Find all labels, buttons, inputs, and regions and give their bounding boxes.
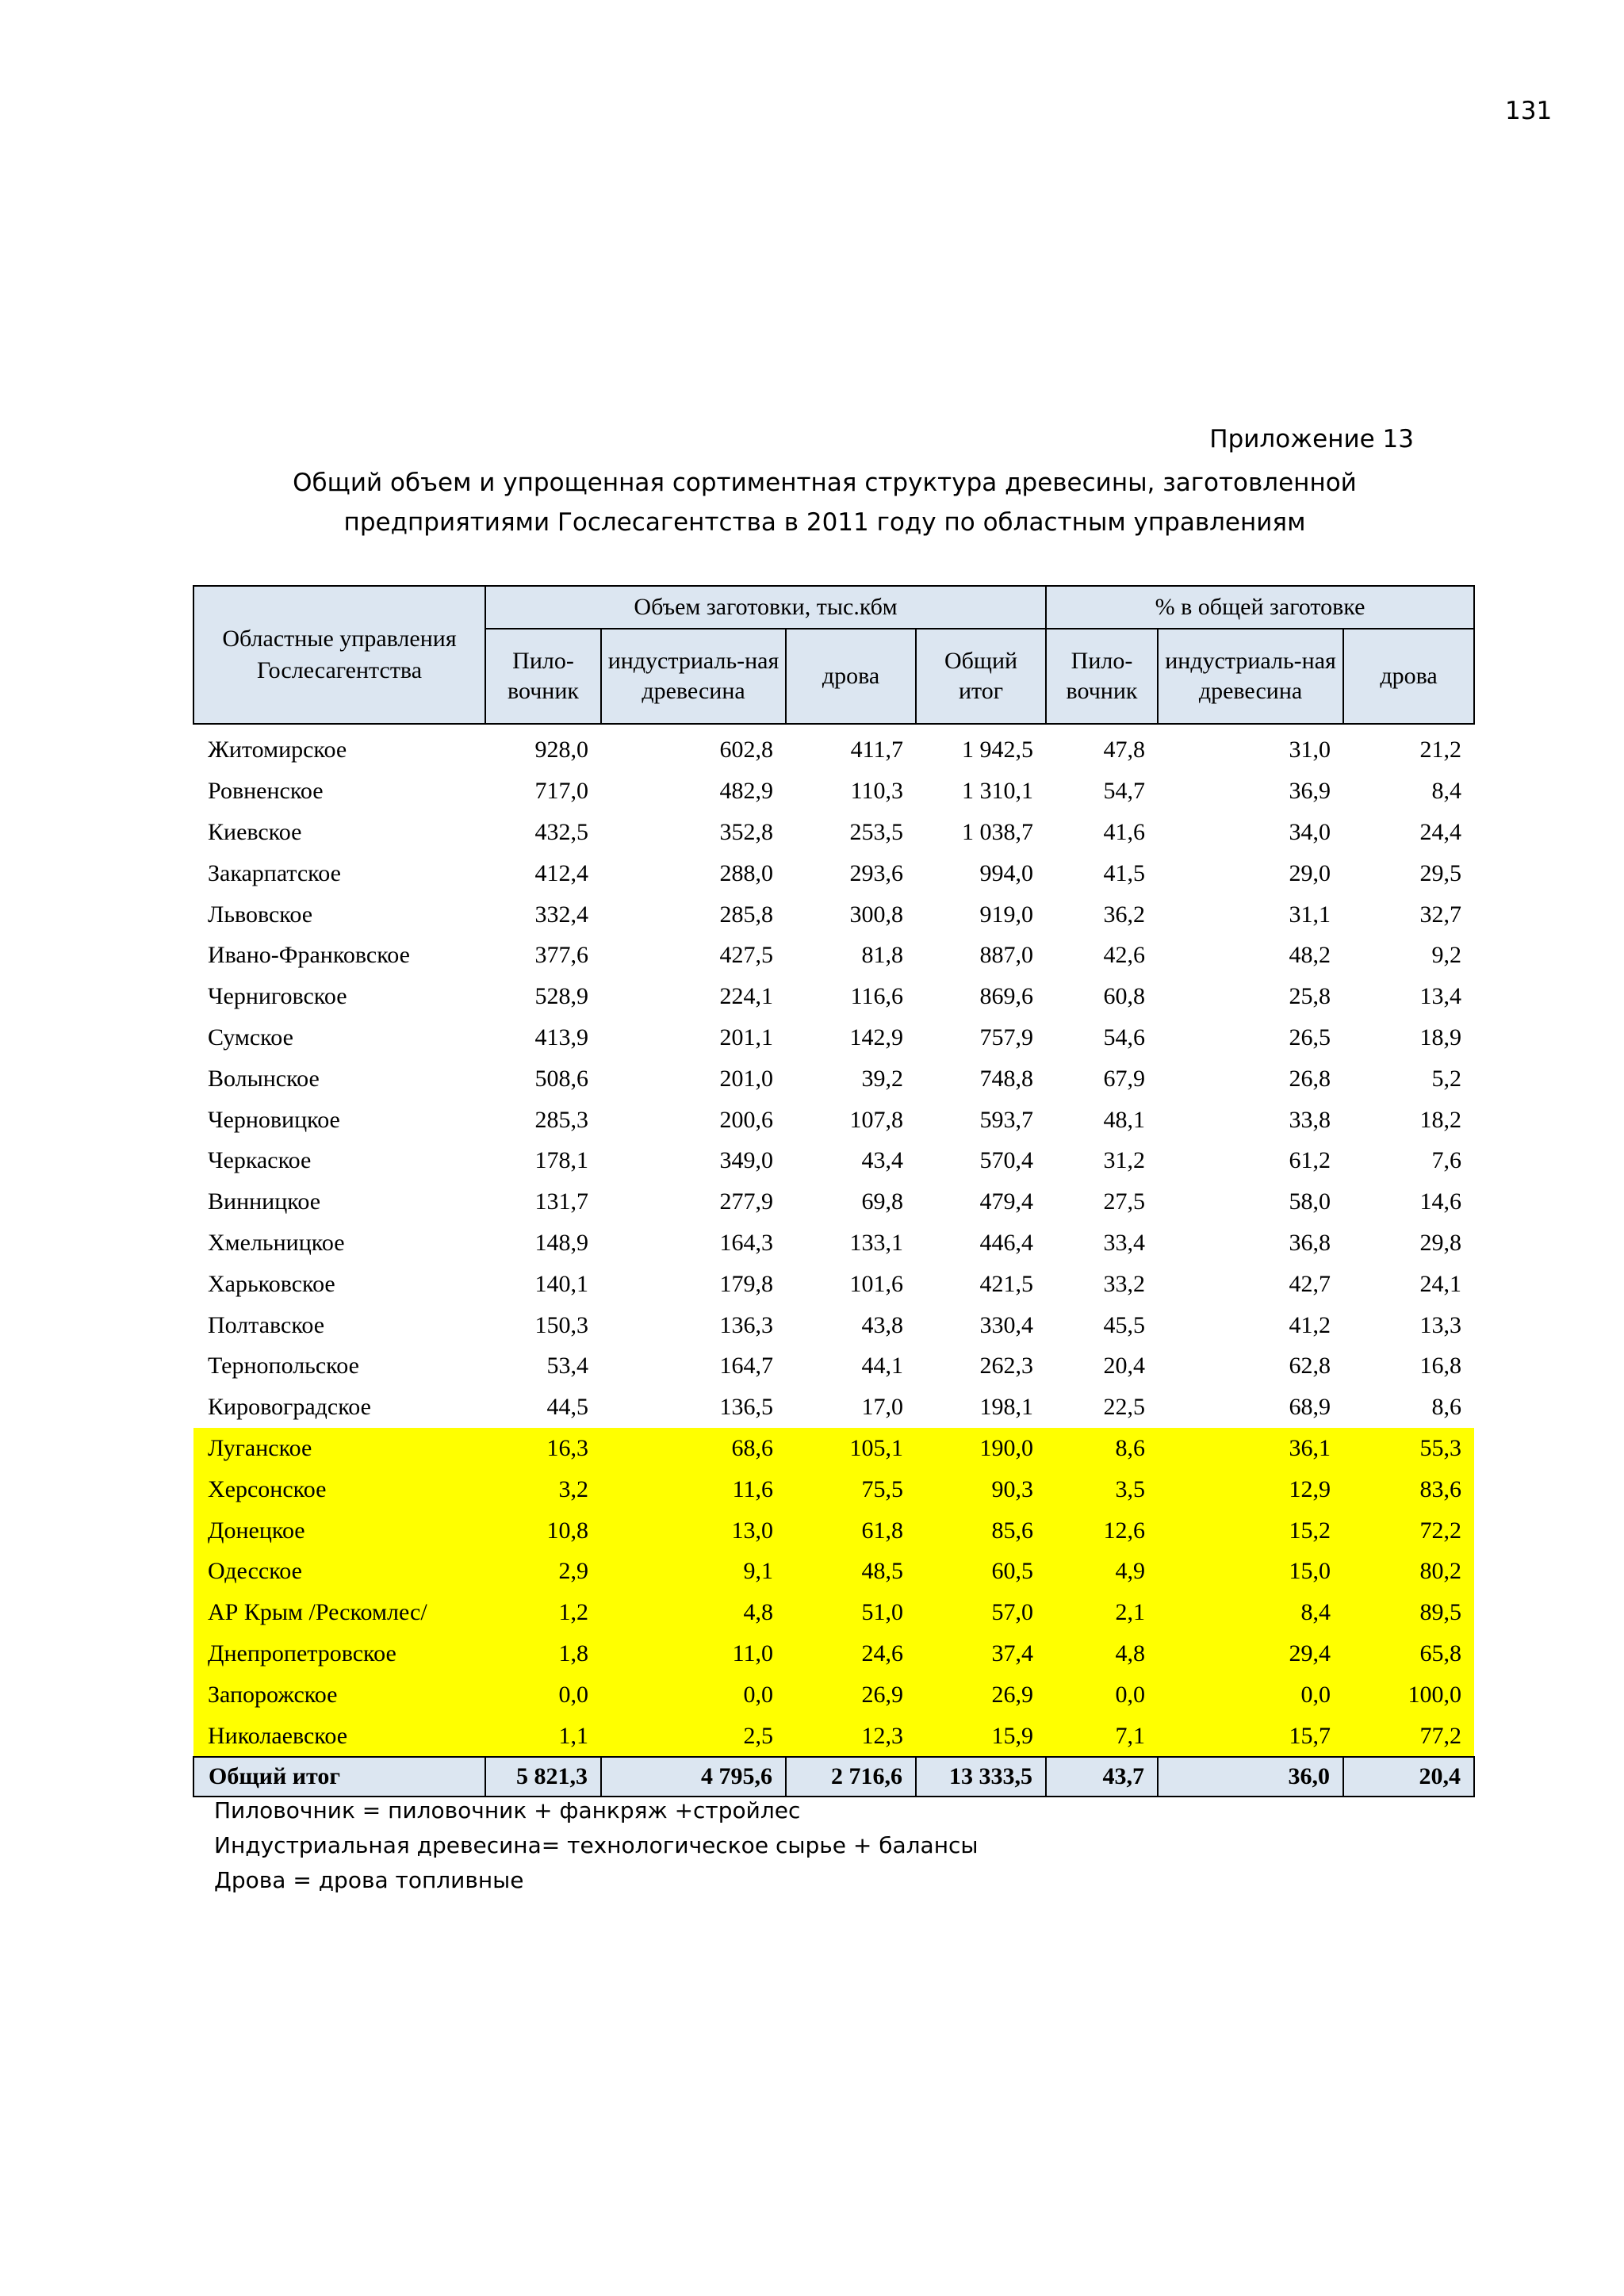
table-cell: 262,3 bbox=[979, 1353, 1034, 1380]
table-cell: 7,1 bbox=[1046, 1715, 1158, 1757]
table-cell: 0,0 bbox=[601, 1674, 786, 1715]
table-cell: 24,6 bbox=[786, 1633, 916, 1674]
table-cell: 1,2 bbox=[485, 1592, 601, 1633]
table-cell: 68,9 bbox=[1289, 1394, 1331, 1421]
table-cell: 51,0 bbox=[786, 1592, 916, 1633]
table-cell: 31,1 bbox=[1289, 901, 1331, 928]
table-cell: 427,5 bbox=[719, 942, 773, 969]
table-cell: 0,0 bbox=[1158, 1674, 1343, 1715]
table-cell: 44,1 bbox=[861, 1353, 903, 1380]
table-cell: 54,7 bbox=[1103, 778, 1146, 805]
table-cell: 27,5 bbox=[1103, 1188, 1146, 1215]
table-row bbox=[193, 1468, 1474, 1510]
table-cell: 1 310,1 bbox=[962, 778, 1034, 805]
region-name: Хмельницкое bbox=[208, 1229, 345, 1256]
title-line-1: Общий объем и упрощенная сортиментная структура древесины, заготовленной bbox=[293, 469, 1357, 497]
region-name: Харьковское bbox=[208, 1270, 335, 1297]
table-cell: 13,3 bbox=[1419, 1311, 1462, 1338]
table-cell: 42,6 bbox=[1103, 942, 1146, 969]
region-name: Полтавское bbox=[208, 1311, 325, 1338]
region-name: Тернопольское bbox=[208, 1353, 359, 1380]
total-cell: 13 333,5 bbox=[916, 1757, 1046, 1797]
table-cell: 7,6 bbox=[1431, 1147, 1462, 1174]
total-label: Общий итог bbox=[193, 1757, 485, 1797]
table-cell: 110,3 bbox=[850, 778, 903, 805]
table-cell: 67,9 bbox=[1103, 1065, 1146, 1092]
table-cell: 21,2 bbox=[1419, 737, 1462, 763]
region-name: Ровненское bbox=[208, 778, 324, 805]
table-cell: 29,8 bbox=[1419, 1229, 1462, 1256]
table-cell: 140,1 bbox=[534, 1270, 588, 1297]
table-cell: 54,6 bbox=[1103, 1024, 1146, 1050]
table-cell: 479,4 bbox=[979, 1188, 1034, 1215]
table-cell: 446,4 bbox=[979, 1229, 1034, 1256]
table-cell: 33,4 bbox=[1103, 1229, 1146, 1256]
table-cell: 62,8 bbox=[1289, 1353, 1331, 1380]
table-row bbox=[193, 724, 1474, 771]
table-cell: 2,5 bbox=[601, 1715, 786, 1757]
table-cell: 53,4 bbox=[546, 1353, 588, 1380]
header-volume-sawlogs: Пило-вочник bbox=[485, 629, 601, 724]
table-cell: 136,5 bbox=[719, 1394, 773, 1421]
table-cell: 41,2 bbox=[1289, 1311, 1331, 1338]
table-cell: 1,8 bbox=[485, 1633, 601, 1674]
table-cell: 136,3 bbox=[719, 1311, 773, 1338]
table-cell: 31,2 bbox=[1103, 1147, 1146, 1174]
table-cell: 200,6 bbox=[719, 1106, 773, 1133]
table-cell: 2,9 bbox=[485, 1551, 601, 1592]
table-cell: 34,0 bbox=[1289, 818, 1331, 845]
table-row bbox=[193, 1592, 1474, 1633]
table-cell: 412,4 bbox=[534, 859, 588, 886]
table-cell: 60,8 bbox=[1103, 983, 1146, 1010]
table-cell: 55,3 bbox=[1343, 1428, 1474, 1469]
header-volume-firewood: дрова bbox=[786, 629, 916, 724]
table-title bbox=[238, 463, 1411, 542]
table-cell: 8,4 bbox=[1158, 1592, 1343, 1633]
table-row bbox=[193, 1387, 1474, 1428]
table-cell: 748,8 bbox=[979, 1065, 1034, 1092]
table-cell: 190,0 bbox=[916, 1428, 1046, 1469]
title-line-2: предприятиями Гослесагентства в 2011 году по областным управлениям bbox=[343, 508, 1306, 537]
table-cell: 60,5 bbox=[916, 1551, 1046, 1592]
region-name: Житомирское bbox=[208, 737, 347, 763]
table-cell: 116,6 bbox=[850, 983, 903, 1010]
table-cell: 148,9 bbox=[534, 1229, 588, 1256]
table-cell: 25,8 bbox=[1289, 983, 1331, 1010]
total-cell: 4 795,6 bbox=[601, 1757, 786, 1797]
region-name: Киевское bbox=[208, 818, 302, 845]
table-row bbox=[193, 852, 1474, 894]
table-cell: 107,8 bbox=[849, 1106, 903, 1133]
table-row bbox=[193, 976, 1474, 1017]
table-cell: 150,3 bbox=[534, 1311, 588, 1338]
table-cell: 178,1 bbox=[534, 1147, 588, 1174]
table-cell: 69,8 bbox=[861, 1188, 903, 1215]
region-name: Винницкое bbox=[208, 1188, 321, 1215]
region-name: Николаевское bbox=[193, 1715, 485, 1757]
table-cell: 26,9 bbox=[786, 1674, 916, 1715]
table-cell: 89,5 bbox=[1343, 1592, 1474, 1633]
total-cell: 5 821,3 bbox=[485, 1757, 601, 1797]
table-cell: 15,2 bbox=[1158, 1510, 1343, 1551]
table-cell: 36,2 bbox=[1103, 901, 1146, 928]
table-cell: 201,1 bbox=[719, 1024, 773, 1050]
table-cell: 288,0 bbox=[719, 859, 773, 886]
region-name: Запорожское bbox=[193, 1674, 485, 1715]
table-cell: 5,2 bbox=[1431, 1065, 1462, 1092]
table-cell: 81,8 bbox=[861, 942, 903, 969]
table-cell: 2,1 bbox=[1046, 1592, 1158, 1633]
total-cell: 43,7 bbox=[1046, 1757, 1158, 1797]
table-row bbox=[193, 1140, 1474, 1181]
region-name: Закарпатское bbox=[208, 859, 341, 886]
table-cell: 24,4 bbox=[1419, 818, 1462, 845]
table-cell: 133,1 bbox=[849, 1229, 903, 1256]
footnotes bbox=[214, 1793, 1324, 1898]
region-name: Волынское bbox=[208, 1065, 320, 1092]
table-cell: 17,0 bbox=[861, 1394, 903, 1421]
table-cell: 8,4 bbox=[1431, 778, 1462, 805]
footnote-firewood: Дрова = дрова топливные bbox=[214, 1867, 524, 1893]
table-cell: 869,6 bbox=[979, 983, 1034, 1010]
header-regions: Областные управления Гослесагентства bbox=[193, 586, 485, 724]
table-row bbox=[193, 1345, 1474, 1387]
table-row bbox=[193, 1715, 1474, 1757]
table-cell: 285,3 bbox=[534, 1106, 588, 1133]
table-cell: 4,8 bbox=[601, 1592, 786, 1633]
region-name: Днепропетровское bbox=[193, 1633, 485, 1674]
table-cell: 24,1 bbox=[1419, 1270, 1462, 1297]
header-percent-firewood: дрова bbox=[1343, 629, 1474, 724]
table-cell: 131,7 bbox=[534, 1188, 588, 1215]
table-cell: 43,4 bbox=[861, 1147, 903, 1174]
table-cell: 105,1 bbox=[786, 1428, 916, 1469]
table-cell: 179,8 bbox=[719, 1270, 773, 1297]
harvest-table bbox=[193, 585, 1475, 1797]
table-cell: 9,2 bbox=[1431, 942, 1462, 969]
region-name: Черниговское bbox=[208, 983, 347, 1010]
table-cell: 13,4 bbox=[1419, 983, 1462, 1010]
table-cell: 12,6 bbox=[1046, 1510, 1158, 1551]
region-name: Львовское bbox=[208, 901, 313, 928]
table-cell: 432,5 bbox=[534, 818, 588, 845]
table-cell: 1,1 bbox=[485, 1715, 601, 1757]
table-cell: 508,6 bbox=[534, 1065, 588, 1092]
table-cell: 887,0 bbox=[979, 942, 1034, 969]
header-volume-total: Общий итог bbox=[916, 629, 1046, 724]
table-cell: 33,2 bbox=[1103, 1270, 1146, 1297]
table-cell: 928,0 bbox=[534, 737, 588, 763]
appendix-label: Приложение 13 bbox=[1209, 425, 1414, 453]
table-cell: 43,8 bbox=[861, 1311, 903, 1338]
table-cell: 29,0 bbox=[1289, 859, 1331, 886]
table-cell: 377,6 bbox=[534, 942, 588, 969]
table-row bbox=[193, 1510, 1474, 1551]
table-row bbox=[193, 1633, 1474, 1674]
table-cell: 47,8 bbox=[1103, 737, 1146, 763]
table-cell: 18,9 bbox=[1419, 1024, 1462, 1050]
table-cell: 11,6 bbox=[601, 1468, 786, 1510]
table-cell: 26,9 bbox=[916, 1674, 1046, 1715]
table-cell: 41,5 bbox=[1103, 859, 1146, 886]
table-cell: 277,9 bbox=[719, 1188, 773, 1215]
table-cell: 0,0 bbox=[485, 1674, 601, 1715]
region-name: Луганское bbox=[193, 1428, 485, 1469]
table-cell: 15,9 bbox=[916, 1715, 1046, 1757]
region-name: Кировоградское bbox=[208, 1394, 371, 1421]
table-cell: 13,0 bbox=[601, 1510, 786, 1551]
header-percent-industrial: индустриаль-ная древесина bbox=[1158, 629, 1343, 724]
table-row bbox=[193, 1017, 1474, 1058]
table-cell: 285,8 bbox=[719, 901, 773, 928]
table-cell: 37,4 bbox=[916, 1633, 1046, 1674]
table-cell: 8,6 bbox=[1046, 1428, 1158, 1469]
table-cell: 20,4 bbox=[1103, 1353, 1146, 1380]
footnote-industrial: Индустриальная древесина= технологическое сырье + балансы bbox=[214, 1832, 979, 1858]
table-cell: 48,1 bbox=[1103, 1106, 1146, 1133]
table-cell: 75,5 bbox=[786, 1468, 916, 1510]
table-cell: 57,0 bbox=[916, 1592, 1046, 1633]
region-name: Херсонское bbox=[193, 1468, 485, 1510]
table-cell: 15,0 bbox=[1158, 1551, 1343, 1592]
table-cell: 330,4 bbox=[979, 1311, 1034, 1338]
table-cell: 411,7 bbox=[850, 737, 903, 763]
table-cell: 1 942,5 bbox=[962, 737, 1034, 763]
table-cell: 100,0 bbox=[1343, 1674, 1474, 1715]
region-name: Одесское bbox=[193, 1551, 485, 1592]
table-cell: 42,7 bbox=[1289, 1270, 1331, 1297]
table-cell: 90,3 bbox=[916, 1468, 1046, 1510]
table-cell: 36,8 bbox=[1289, 1229, 1331, 1256]
table-cell: 83,6 bbox=[1343, 1468, 1474, 1510]
table-cell: 72,2 bbox=[1343, 1510, 1474, 1551]
page-number: 131 bbox=[1505, 97, 1553, 125]
table-cell: 22,5 bbox=[1103, 1394, 1146, 1421]
table-cell: 16,3 bbox=[485, 1428, 601, 1469]
table-cell: 994,0 bbox=[979, 859, 1034, 886]
table-cell: 39,2 bbox=[861, 1065, 903, 1092]
table-row bbox=[193, 894, 1474, 935]
table-cell: 65,8 bbox=[1343, 1633, 1474, 1674]
table-cell: 8,6 bbox=[1431, 1394, 1462, 1421]
table-cell: 80,2 bbox=[1343, 1551, 1474, 1592]
total-cell: 36,0 bbox=[1158, 1757, 1343, 1797]
table-cell: 757,9 bbox=[979, 1024, 1034, 1050]
table-cell: 1 038,7 bbox=[962, 818, 1034, 845]
table-cell: 41,6 bbox=[1103, 818, 1146, 845]
table-cell: 10,8 bbox=[485, 1510, 601, 1551]
region-name: Ивано-Франковское bbox=[208, 942, 410, 969]
table-cell: 48,2 bbox=[1289, 942, 1331, 969]
table-cell: 593,7 bbox=[979, 1106, 1034, 1133]
table-cell: 15,7 bbox=[1158, 1715, 1343, 1757]
table-cell: 201,0 bbox=[719, 1065, 773, 1092]
table-cell: 224,1 bbox=[719, 983, 773, 1010]
table-cell: 4,9 bbox=[1046, 1551, 1158, 1592]
table-row bbox=[193, 1223, 1474, 1264]
table-row bbox=[193, 1428, 1474, 1469]
table-row bbox=[193, 1099, 1474, 1140]
table-cell: 919,0 bbox=[979, 901, 1034, 928]
table-cell: 29,5 bbox=[1419, 859, 1462, 886]
table-cell: 717,0 bbox=[534, 778, 588, 805]
table-row bbox=[193, 1263, 1474, 1304]
table-cell: 4,8 bbox=[1046, 1633, 1158, 1674]
total-cell: 2 716,6 bbox=[786, 1757, 916, 1797]
table-cell: 61,2 bbox=[1289, 1147, 1331, 1174]
region-name: Сумское bbox=[208, 1024, 293, 1050]
table-cell: 48,5 bbox=[786, 1551, 916, 1592]
table-cell: 18,2 bbox=[1419, 1106, 1462, 1133]
table-cell: 528,9 bbox=[534, 983, 588, 1010]
table-cell: 9,1 bbox=[601, 1551, 786, 1592]
table-cell: 58,0 bbox=[1289, 1188, 1331, 1215]
table-cell: 570,4 bbox=[979, 1147, 1034, 1174]
table-cell: 352,8 bbox=[719, 818, 773, 845]
table-cell: 36,1 bbox=[1158, 1428, 1343, 1469]
region-name: Донецкое bbox=[193, 1510, 485, 1551]
table-cell: 482,9 bbox=[719, 778, 773, 805]
table-cell: 293,6 bbox=[849, 859, 903, 886]
table-cell: 3,5 bbox=[1046, 1468, 1158, 1510]
region-name: Черновицкое bbox=[208, 1106, 340, 1133]
table-row bbox=[193, 1304, 1474, 1345]
table-cell: 11,0 bbox=[601, 1633, 786, 1674]
table-cell: 85,6 bbox=[916, 1510, 1046, 1551]
table-cell: 77,2 bbox=[1343, 1715, 1474, 1757]
table-cell: 26,8 bbox=[1289, 1065, 1331, 1092]
table-cell: 142,9 bbox=[849, 1024, 903, 1050]
header-volume-group: Объем заготовки, тыс.кбм bbox=[485, 586, 1046, 629]
table-cell: 3,2 bbox=[485, 1468, 601, 1510]
header-percent-group: % в общей заготовке bbox=[1046, 586, 1474, 629]
header-percent-sawlogs: Пило-вочник bbox=[1046, 629, 1158, 724]
table-cell: 602,8 bbox=[719, 737, 773, 763]
table-cell: 413,9 bbox=[534, 1024, 588, 1050]
table-row bbox=[193, 1551, 1474, 1592]
table-cell: 14,6 bbox=[1419, 1188, 1462, 1215]
table-cell: 12,9 bbox=[1158, 1468, 1343, 1510]
table-cell: 61,8 bbox=[786, 1510, 916, 1551]
region-name: АР Крым /Рескомлес/ bbox=[193, 1592, 485, 1633]
table-row bbox=[193, 771, 1474, 812]
table-row bbox=[193, 1058, 1474, 1099]
table-row bbox=[193, 1674, 1474, 1715]
total-cell: 20,4 bbox=[1343, 1757, 1474, 1797]
table-cell: 101,6 bbox=[849, 1270, 903, 1297]
table-cell: 31,0 bbox=[1289, 737, 1331, 763]
table-cell: 164,7 bbox=[719, 1353, 773, 1380]
table-cell: 29,4 bbox=[1158, 1633, 1343, 1674]
table-row bbox=[193, 1181, 1474, 1223]
table-cell: 300,8 bbox=[849, 901, 903, 928]
table-cell: 12,3 bbox=[786, 1715, 916, 1757]
footnote-sawlogs: Пиловочник = пиловочник + фанкряж +стройлес bbox=[214, 1797, 801, 1823]
table-cell: 32,7 bbox=[1419, 901, 1462, 928]
table-cell: 16,8 bbox=[1419, 1353, 1462, 1380]
table-row bbox=[193, 935, 1474, 976]
table-cell: 253,5 bbox=[849, 818, 903, 845]
table-cell: 0,0 bbox=[1046, 1674, 1158, 1715]
table-cell: 332,4 bbox=[534, 901, 588, 928]
table-cell: 198,1 bbox=[979, 1394, 1034, 1421]
table-cell: 68,6 bbox=[601, 1428, 786, 1469]
table-cell: 421,5 bbox=[979, 1270, 1034, 1297]
table-cell: 164,3 bbox=[719, 1229, 773, 1256]
total-row bbox=[193, 1757, 1474, 1797]
region-name: Черкаское bbox=[208, 1147, 312, 1174]
header-volume-industrial: индустриаль-ная древесина bbox=[601, 629, 786, 724]
table-row bbox=[193, 812, 1474, 853]
table-cell: 349,0 bbox=[719, 1147, 773, 1174]
table-cell: 44,5 bbox=[546, 1394, 588, 1421]
table-body bbox=[193, 724, 1474, 1757]
table-cell: 36,9 bbox=[1289, 778, 1331, 805]
table-cell: 26,5 bbox=[1289, 1024, 1331, 1050]
table-cell: 45,5 bbox=[1103, 1311, 1146, 1338]
table-cell: 33,8 bbox=[1289, 1106, 1331, 1133]
